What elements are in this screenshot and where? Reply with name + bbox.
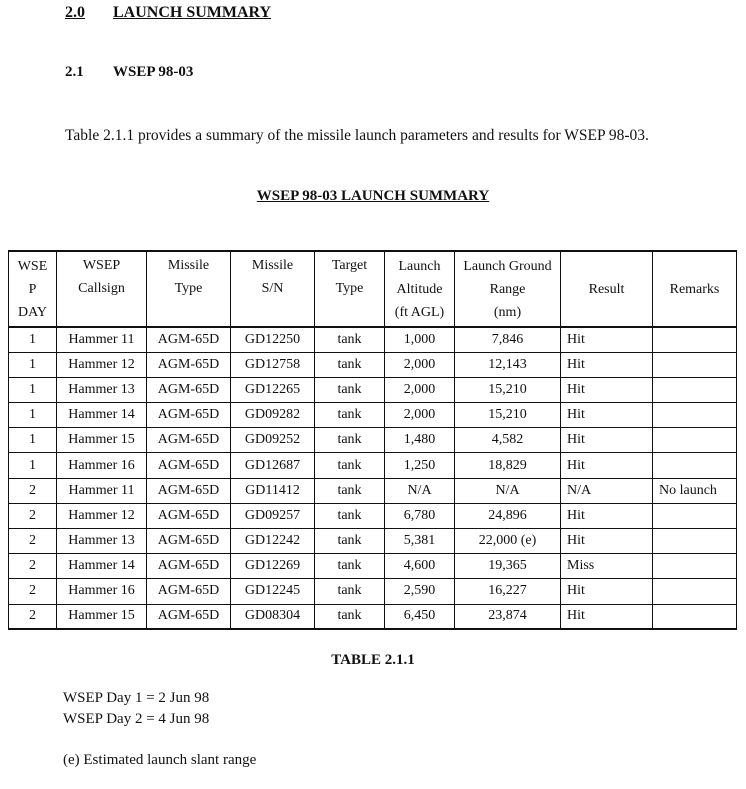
header-line: Missile — [251, 258, 294, 273]
cell-missile-sn: GD12687 — [231, 453, 315, 478]
cell-remarks — [653, 377, 737, 402]
cell-result: Hit — [561, 327, 653, 352]
cell-result: Hit — [561, 352, 653, 377]
cell-callsign: Hammer 12 — [57, 352, 147, 377]
cell-altitude: 1,000 — [385, 327, 455, 352]
table-row — [9, 327, 737, 352]
cell-remarks — [653, 403, 737, 428]
header-line: Altitude — [396, 281, 443, 297]
cell-range: 22,000 (e) — [455, 529, 561, 554]
cell-callsign: Hammer 15 — [57, 428, 147, 453]
cell-day: 1 — [9, 428, 57, 453]
cell-target-type: tank — [315, 403, 385, 428]
table-row — [9, 478, 737, 503]
cell-result: Hit — [561, 453, 653, 478]
cell-callsign: Hammer 14 — [57, 554, 147, 579]
cell-remarks — [653, 428, 737, 453]
cell-result: Hit — [561, 529, 653, 554]
cell-result: Hit — [561, 377, 653, 402]
cell-missile-type: AGM-65D — [147, 529, 231, 554]
section-heading — [65, 4, 271, 22]
cell-missile-type: AGM-65D — [147, 453, 231, 478]
cell-altitude: 2,000 — [385, 403, 455, 428]
cell-range: 16,227 — [455, 579, 561, 604]
cell-target-type: tank — [315, 453, 385, 478]
cell-remarks — [653, 327, 737, 352]
cell-missile-sn: GD12265 — [231, 377, 315, 402]
header-line: (nm) — [493, 304, 522, 320]
table-row — [9, 554, 737, 579]
cell-target-type: tank — [315, 478, 385, 503]
cell-missile-sn: GD12242 — [231, 529, 315, 554]
cell-missile-sn: GD09282 — [231, 403, 315, 428]
cell-result: Hit — [561, 428, 653, 453]
cell-altitude: 1,480 — [385, 428, 455, 453]
cell-day: 2 — [9, 478, 57, 503]
cell-result: Hit — [561, 604, 653, 629]
cell-remarks — [653, 579, 737, 604]
header-remarks: Remarks — [653, 251, 737, 327]
cell-missile-type: AGM-65D — [147, 327, 231, 352]
header-line: Callsign — [78, 281, 125, 296]
cell-target-type: tank — [315, 377, 385, 402]
cell-range: 7,846 — [455, 327, 561, 352]
cell-callsign: Hammer 13 — [57, 529, 147, 554]
cell-remarks — [653, 453, 737, 478]
table-row — [9, 453, 737, 478]
cell-target-type: tank — [315, 428, 385, 453]
cell-remarks — [653, 554, 737, 579]
cell-result: Hit — [561, 403, 653, 428]
header-line: (ft AGL) — [394, 304, 445, 320]
cell-missile-sn: GD09257 — [231, 503, 315, 528]
cell-altitude: 2,000 — [385, 352, 455, 377]
note-day1: WSEP Day 1 = 2 Jun 98 — [63, 690, 210, 706]
cell-result: Hit — [561, 503, 653, 528]
cell-missile-sn: GD12758 — [231, 352, 315, 377]
header-line: Target — [331, 258, 368, 273]
header-line: Type — [335, 281, 364, 296]
table-row — [9, 377, 737, 402]
header-line: S/N — [261, 281, 284, 296]
header-callsign — [57, 251, 147, 327]
table-caption: TABLE 2.1.1 — [331, 652, 415, 668]
cell-result: Miss — [561, 554, 653, 579]
cell-range: 4,582 — [455, 428, 561, 453]
header-result: Result — [561, 251, 653, 327]
cell-target-type: tank — [315, 579, 385, 604]
cell-range: 15,210 — [455, 403, 561, 428]
table-title: WSEP 98-03 LAUNCH SUMMARY — [256, 188, 490, 204]
header-missile-type — [147, 251, 231, 327]
header-line: Launch Ground — [463, 258, 552, 274]
cell-range: 12,143 — [455, 352, 561, 377]
intro-paragraph: Table 2.1.1 provides a summary of the missile launch parameters and results for WSEP 98-03. — [65, 127, 649, 144]
cell-day: 2 — [9, 503, 57, 528]
cell-altitude: 6,780 — [385, 503, 455, 528]
cell-target-type: tank — [315, 529, 385, 554]
cell-target-type: tank — [315, 503, 385, 528]
cell-missile-type: AGM-65D — [147, 352, 231, 377]
header-line: Type — [174, 281, 203, 296]
cell-day: 1 — [9, 403, 57, 428]
header-line: WSE — [17, 258, 48, 274]
cell-callsign: Hammer 15 — [57, 604, 147, 629]
table-row — [9, 428, 737, 453]
subsection-number: 2.1 — [65, 64, 84, 80]
cell-day: 2 — [9, 554, 57, 579]
cell-day: 1 — [9, 453, 57, 478]
cell-callsign: Hammer 14 — [57, 403, 147, 428]
cell-altitude: 6,450 — [385, 604, 455, 629]
cell-callsign: Hammer 11 — [57, 478, 147, 503]
cell-remarks: No launch — [653, 478, 737, 503]
header-line: Missile — [167, 258, 210, 273]
cell-result: Hit — [561, 579, 653, 604]
cell-target-type: tank — [315, 327, 385, 352]
cell-range: 19,365 — [455, 554, 561, 579]
note-day2: WSEP Day 2 = 4 Jun 98 — [63, 711, 210, 727]
cell-missile-sn: GD12250 — [231, 327, 315, 352]
header-target-type — [315, 251, 385, 327]
cell-remarks — [653, 529, 737, 554]
subsection-heading — [65, 64, 193, 81]
cell-missile-sn: GD08304 — [231, 604, 315, 629]
cell-altitude: 4,600 — [385, 554, 455, 579]
section-title: LAUNCH SUMMARY — [113, 4, 272, 21]
cell-result: N/A — [561, 478, 653, 503]
cell-remarks — [653, 352, 737, 377]
cell-day: 1 — [9, 327, 57, 352]
subsection-title: WSEP 98-03 — [113, 64, 194, 80]
cell-altitude: 5,381 — [385, 529, 455, 554]
header-line: Range — [489, 281, 526, 297]
cell-missile-sn: GD12269 — [231, 554, 315, 579]
header-wsep-day — [9, 251, 57, 327]
cell-day: 2 — [9, 579, 57, 604]
cell-target-type: tank — [315, 554, 385, 579]
cell-remarks — [653, 503, 737, 528]
header-line: DAY — [17, 304, 48, 320]
table-row — [9, 604, 737, 629]
table-row — [9, 529, 737, 554]
note-estimate: (e) Estimated launch slant range — [63, 752, 257, 768]
cell-missile-sn: GD09252 — [231, 428, 315, 453]
cell-missile-type: AGM-65D — [147, 428, 231, 453]
cell-range: N/A — [455, 478, 561, 503]
cell-day: 1 — [9, 352, 57, 377]
table-row — [9, 503, 737, 528]
cell-target-type: tank — [315, 352, 385, 377]
header-line: Launch — [398, 258, 441, 274]
cell-day: 2 — [9, 604, 57, 629]
cell-missile-type: AGM-65D — [147, 403, 231, 428]
header-launch-altitude — [385, 251, 455, 327]
cell-range: 15,210 — [455, 377, 561, 402]
header-line: P — [28, 281, 37, 297]
table-header-row — [9, 251, 737, 327]
cell-altitude: 1,250 — [385, 453, 455, 478]
cell-day: 2 — [9, 529, 57, 554]
header-launch-range — [455, 251, 561, 327]
table-body — [9, 327, 737, 629]
launch-summary-table — [8, 250, 737, 630]
section-number: 2.0 — [65, 4, 85, 21]
cell-target-type: tank — [315, 604, 385, 629]
cell-missile-type: AGM-65D — [147, 377, 231, 402]
header-missile-sn — [231, 251, 315, 327]
cell-missile-type: AGM-65D — [147, 478, 231, 503]
cell-missile-type: AGM-65D — [147, 604, 231, 629]
cell-callsign: Hammer 11 — [57, 327, 147, 352]
cell-callsign: Hammer 13 — [57, 377, 147, 402]
cell-callsign: Hammer 16 — [57, 579, 147, 604]
table-row — [9, 352, 737, 377]
cell-callsign: Hammer 12 — [57, 503, 147, 528]
cell-range: 23,874 — [455, 604, 561, 629]
table-row — [9, 579, 737, 604]
cell-altitude: 2,000 — [385, 377, 455, 402]
cell-day: 1 — [9, 377, 57, 402]
cell-remarks — [653, 604, 737, 629]
cell-range: 24,896 — [455, 503, 561, 528]
cell-altitude: N/A — [385, 478, 455, 503]
cell-altitude: 2,590 — [385, 579, 455, 604]
cell-range: 18,829 — [455, 453, 561, 478]
table-row — [9, 403, 737, 428]
cell-missile-sn: GD11412 — [231, 478, 315, 503]
cell-missile-type: AGM-65D — [147, 579, 231, 604]
cell-missile-type: AGM-65D — [147, 503, 231, 528]
cell-missile-type: AGM-65D — [147, 554, 231, 579]
cell-missile-sn: GD12245 — [231, 579, 315, 604]
header-line: WSEP — [82, 258, 121, 273]
cell-callsign: Hammer 16 — [57, 453, 147, 478]
